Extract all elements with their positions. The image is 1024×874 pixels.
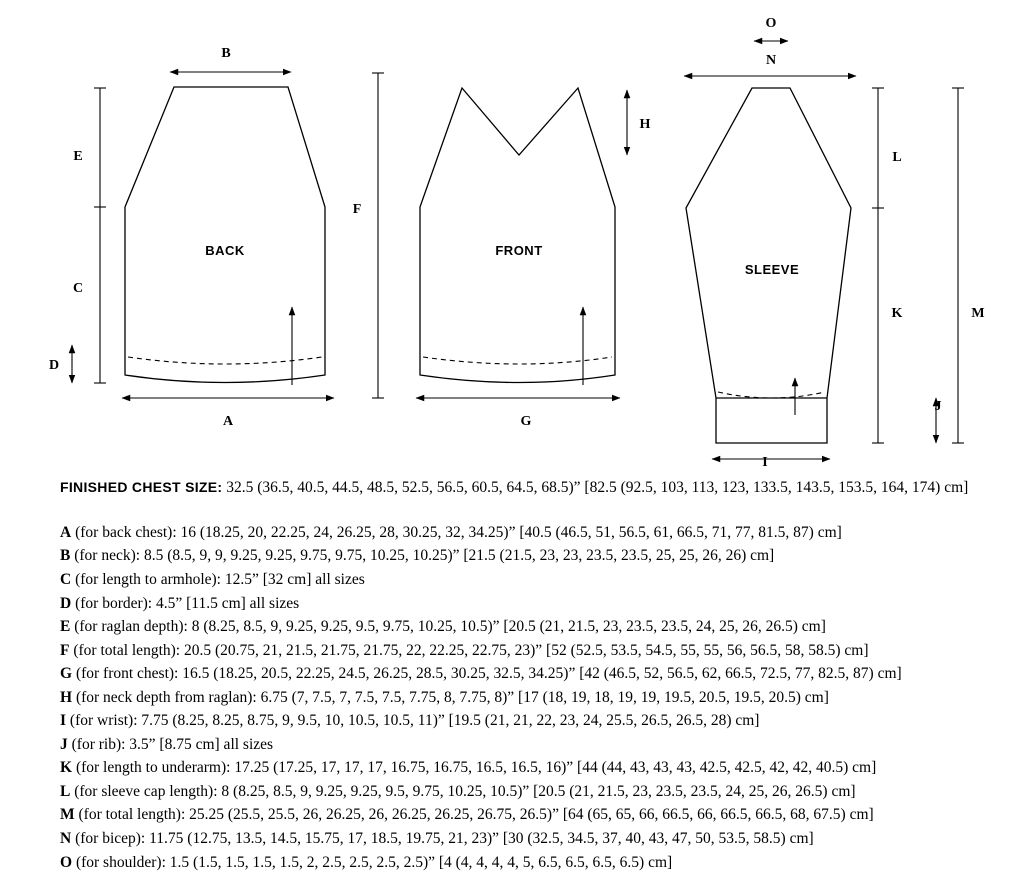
- spec-row-value: 16.5 (18.25, 20.5, 22.25, 24.5, 26.25, 28.5, 30.25, 32.5, 34.25)” [42 (46.5, 52, 56.5, 62, 66.5, 72.5, 77, 82.5, 87) cm]: [182, 665, 902, 683]
- spec-row: [60, 827, 994, 851]
- spec-row-value: 7.75 (8.25, 8.25, 8.75, 9, 9.5, 10, 10.5, 10.5, 11)” [19.5 (21, 21, 22, 23, 24, 25.5, 26.5, 26.5, 28) cm]: [141, 712, 760, 730]
- label-F: F: [352, 202, 362, 217]
- spec-row-description: (for total length):: [78, 806, 186, 824]
- spec-row-key: A: [60, 523, 72, 541]
- spec-row-key: L: [60, 782, 71, 800]
- spec-row-description: (for bicep):: [75, 830, 146, 848]
- label-E: E: [73, 149, 83, 164]
- label-O: O: [765, 16, 777, 31]
- spec-row-key: E: [60, 618, 71, 636]
- spec-row-key: N: [60, 830, 72, 848]
- spec-row-value: 8.5 (8.5, 9, 9, 9.25, 9.25, 9.75, 9.75, 10.25, 10.25)” [21.5 (21.5, 23, 23, 23.5, 23.5, 25, 25, 26, 26) cm]: [143, 547, 775, 565]
- front-piece-outline: [420, 88, 615, 383]
- spec-row-value: 17.25 (17.25, 17, 17, 17, 16.75, 16.75, 16.5, 16.5, 16)” [44 (44, 43, 43, 43, 42.5, 42.5, 42, 42, 40.5) cm]: [234, 759, 877, 777]
- measurements-spec-list: [0, 478, 1024, 874]
- spec-row: [60, 639, 994, 663]
- spec-row-description: (for sleeve cap length):: [74, 782, 218, 800]
- spec-row-key: D: [60, 594, 72, 612]
- spec-row-value: 16 (18.25, 20, 22.25, 24, 26.25, 28, 30.25, 32, 34.25)” [40.5 (46.5, 51, 56.5, 61, 66.5, 71, 77, 81.5, 87) cm]: [180, 523, 842, 541]
- label-I: I: [762, 455, 768, 470]
- spec-row-key: O: [60, 853, 73, 871]
- spec-row: [60, 709, 994, 733]
- sleeve-piece-label: SLEEVE: [744, 262, 800, 277]
- spec-row-key: F: [60, 641, 70, 659]
- spec-row-key: I: [60, 712, 67, 730]
- spec-row-value: 1.5 (1.5, 1.5, 1.5, 1.5, 2, 2.5, 2.5, 2.5, 2.5)” [4 (4, 4, 4, 4, 5, 6.5, 6.5, 6.5, 6.5) cm]: [169, 853, 673, 871]
- spec-row-description: (for front chest):: [75, 665, 179, 683]
- spec-row-key: H: [60, 688, 73, 706]
- spec-row: [60, 686, 994, 710]
- front-piece-label: FRONT: [495, 243, 543, 258]
- back-piece-label: BACK: [205, 243, 245, 258]
- spec-row-description: (for shoulder):: [75, 853, 166, 871]
- label-N: N: [765, 53, 777, 68]
- spec-row: [60, 662, 994, 686]
- spec-row-key: G: [60, 665, 73, 683]
- spec-row-value: 25.25 (25.5, 25.5, 26, 26.25, 26, 26.25, 26.25, 26.75, 26.5)” [64 (65, 65, 66, 66.5, 66, 66.5, 66.5, 68, 67.5) cm]: [189, 806, 874, 824]
- spec-row: [60, 756, 994, 780]
- label-K: K: [891, 306, 903, 321]
- label-C: C: [72, 281, 84, 296]
- spec-row-key: M: [60, 806, 75, 824]
- label-B: B: [221, 46, 231, 61]
- front-border-dashed-line: [423, 357, 612, 364]
- back-piece-outline: [125, 87, 325, 383]
- spec-row: [60, 544, 994, 568]
- spec-row-description: (for wrist):: [69, 712, 138, 730]
- spec-row: [60, 592, 994, 616]
- sleeve-border-dashed-line: [718, 392, 825, 398]
- spec-row-key: B: [60, 547, 71, 565]
- label-G: G: [520, 414, 532, 429]
- spec-row-value: 8 (8.25, 8.5, 9, 9.25, 9.25, 9.5, 9.75, 10.25, 10.5)” [20.5 (21, 21.5, 23, 23.5, 23.5, 24, 25, 26, 26.5) cm]: [191, 618, 826, 636]
- spec-row-value: 12.5” [32 cm] all sizes: [224, 571, 365, 589]
- spec-row: [60, 568, 994, 592]
- spec-row-description: (for neck depth from raglan):: [75, 688, 257, 706]
- label-J: J: [934, 399, 942, 414]
- finished-chest-size-values: 32.5 (36.5, 40.5, 44.5, 48.5, 52.5, 56.5, 60.5, 64.5, 68.5)” [82.5 (92.5, 103, 113, 123, 133.5, 143.5, 153.5, 164, 174) cm]: [226, 479, 969, 496]
- spec-row-value: 6.75 (7, 7.5, 7, 7.5, 7.5, 7.75, 8, 7.75, 8)” [17 (18, 19, 18, 19, 19, 19.5, 20.5, 19.5, 20.5) cm]: [260, 688, 829, 706]
- spec-row: [60, 733, 994, 757]
- spec-row-description: (for back chest):: [75, 523, 177, 541]
- spec-row-description: (for neck):: [74, 547, 141, 565]
- spec-row-key: K: [60, 759, 73, 777]
- finished-chest-size-heading: FINISHED CHEST SIZE:: [60, 479, 223, 495]
- spec-row-description: (for border):: [75, 594, 153, 612]
- spec-row-key: J: [60, 735, 68, 753]
- spec-row-value: 8 (8.25, 8.5, 9, 9.25, 9.25, 9.5, 9.75, 10.25, 10.5)” [20.5 (21, 21.5, 23, 23.5, 23.5, 24, 25, 26, 26.5) cm]: [221, 782, 856, 800]
- spec-row-description: (for raglan depth):: [74, 618, 188, 636]
- spec-row-description: (for total length):: [73, 641, 181, 659]
- spec-row-description: (for rib):: [71, 735, 126, 753]
- finished-chest-size-line: [60, 478, 994, 499]
- spec-row: [60, 521, 994, 545]
- spec-row-value: 11.75 (12.75, 13.5, 14.5, 15.75, 17, 18.5, 19.75, 21, 23)” [30 (32.5, 34.5, 37, 40, 43, 47, 50, 53.5, 58.5) cm]: [149, 830, 814, 848]
- label-D: D: [48, 358, 60, 373]
- spec-row: [60, 851, 994, 874]
- spec-row-description: (for length to underarm):: [75, 759, 231, 777]
- label-M: M: [971, 306, 985, 321]
- spec-row-value: 3.5” [8.75 cm] all sizes: [129, 735, 274, 753]
- spec-row-key: C: [60, 571, 72, 589]
- spec-row: [60, 780, 994, 804]
- spec-row-description: (for length to armhole):: [75, 571, 221, 589]
- spec-row: [60, 803, 994, 827]
- spec-rows: [60, 521, 994, 874]
- label-L: L: [892, 150, 902, 165]
- label-H: H: [639, 117, 651, 132]
- spec-row-value: 20.5 (20.75, 21, 21.5, 21.75, 21.75, 22, 22.25, 22.75, 23)” [52 (52.5, 53.5, 54.5, 55, 55, 56, 56.5, 58, 58.5) cm]: [183, 641, 869, 659]
- label-A: A: [222, 414, 234, 429]
- spec-row-value: 4.5” [11.5 cm] all sizes: [155, 594, 300, 612]
- back-border-dashed-line: [128, 357, 322, 364]
- spec-row: [60, 615, 994, 639]
